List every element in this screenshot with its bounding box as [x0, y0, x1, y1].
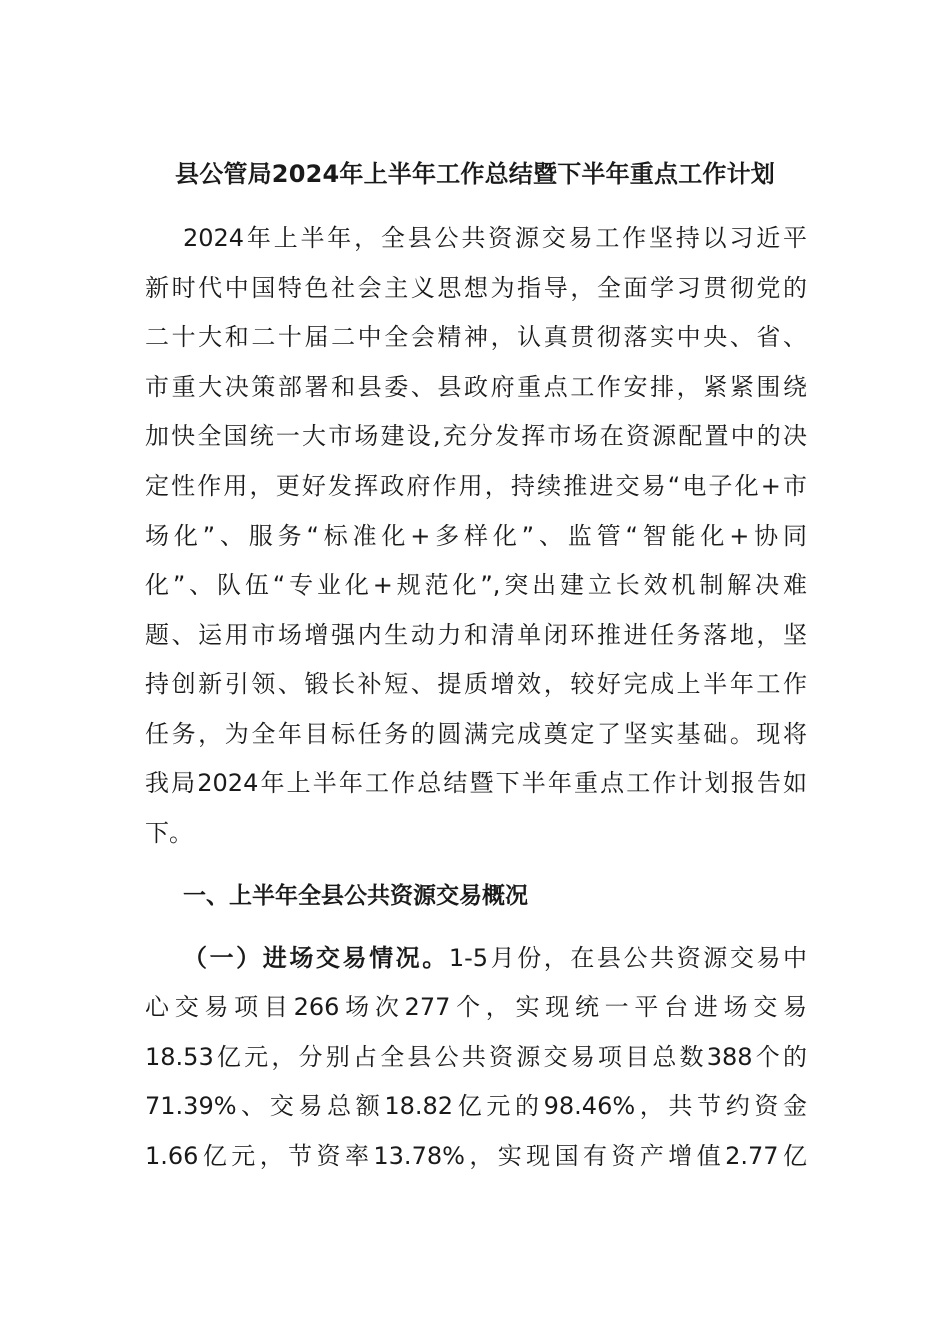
paragraph-line: [183, 940, 807, 976]
paragraph-line: 心交易项目266场次277个，实现统一平台进场交易: [145, 993, 807, 1021]
paragraph-line: 化”、队伍“专业化+规范化”,突出建立长效机制解决难: [145, 571, 807, 599]
paragraph-line: 任务，为全年目标任务的圆满完成奠定了坚实基础。现将: [145, 720, 807, 748]
paragraph-line: 市重大决策部署和县委、县政府重点工作安排，紧紧围绕: [145, 373, 807, 401]
section-heading: 一、上半年全县公共资源交易概况: [183, 883, 528, 909]
paragraph-line: 二十大和二十届二中全会精神，认真贯彻落实中央、省、: [145, 323, 807, 351]
paragraph-line: 18.53亿元，分别占全县公共资源交易项目总数388个的: [145, 1043, 807, 1071]
paragraph-line: 下。: [145, 819, 193, 847]
paragraph-line: 题、运用市场增强内生动力和清单闭环推进任务落地，坚: [145, 621, 807, 649]
paragraph-line: 1.66亿元，节资率13.78%，实现国有资产增值2.77亿: [145, 1142, 807, 1170]
paragraph-line: 71.39%、交易总额18.82亿元的98.46%，共节约资金: [145, 1092, 807, 1120]
document-title: 县公管局2024年上半年工作总结暨下半年重点工作计划: [175, 160, 775, 188]
subsection-first-line-text: 1-5月份，在县公共资源交易中: [448, 944, 808, 972]
paragraph-line: 2024年上半年，全县公共资源交易工作坚持以习近平: [183, 224, 807, 252]
paragraph-line: 我局2024年上半年工作总结暨下半年重点工作计划报告如: [145, 769, 807, 797]
subsection-lead: （一）进场交易情况。: [183, 944, 449, 972]
paragraph-line: 场化”、服务“标准化+多样化”、监管“智能化+协同: [145, 522, 807, 550]
paragraph-line: 加快全国统一大市场建设,充分发挥市场在资源配置中的决: [145, 422, 807, 450]
paragraph-line: 新时代中国特色社会主义思想为指导，全面学习贯彻党的: [145, 274, 807, 302]
paragraph-line: 持创新引领、锻长补短、提质增效，较好完成上半年工作: [145, 670, 807, 698]
paragraph-line: 定性作用，更好发挥政府作用，持续推进交易“电子化+市: [145, 472, 807, 500]
